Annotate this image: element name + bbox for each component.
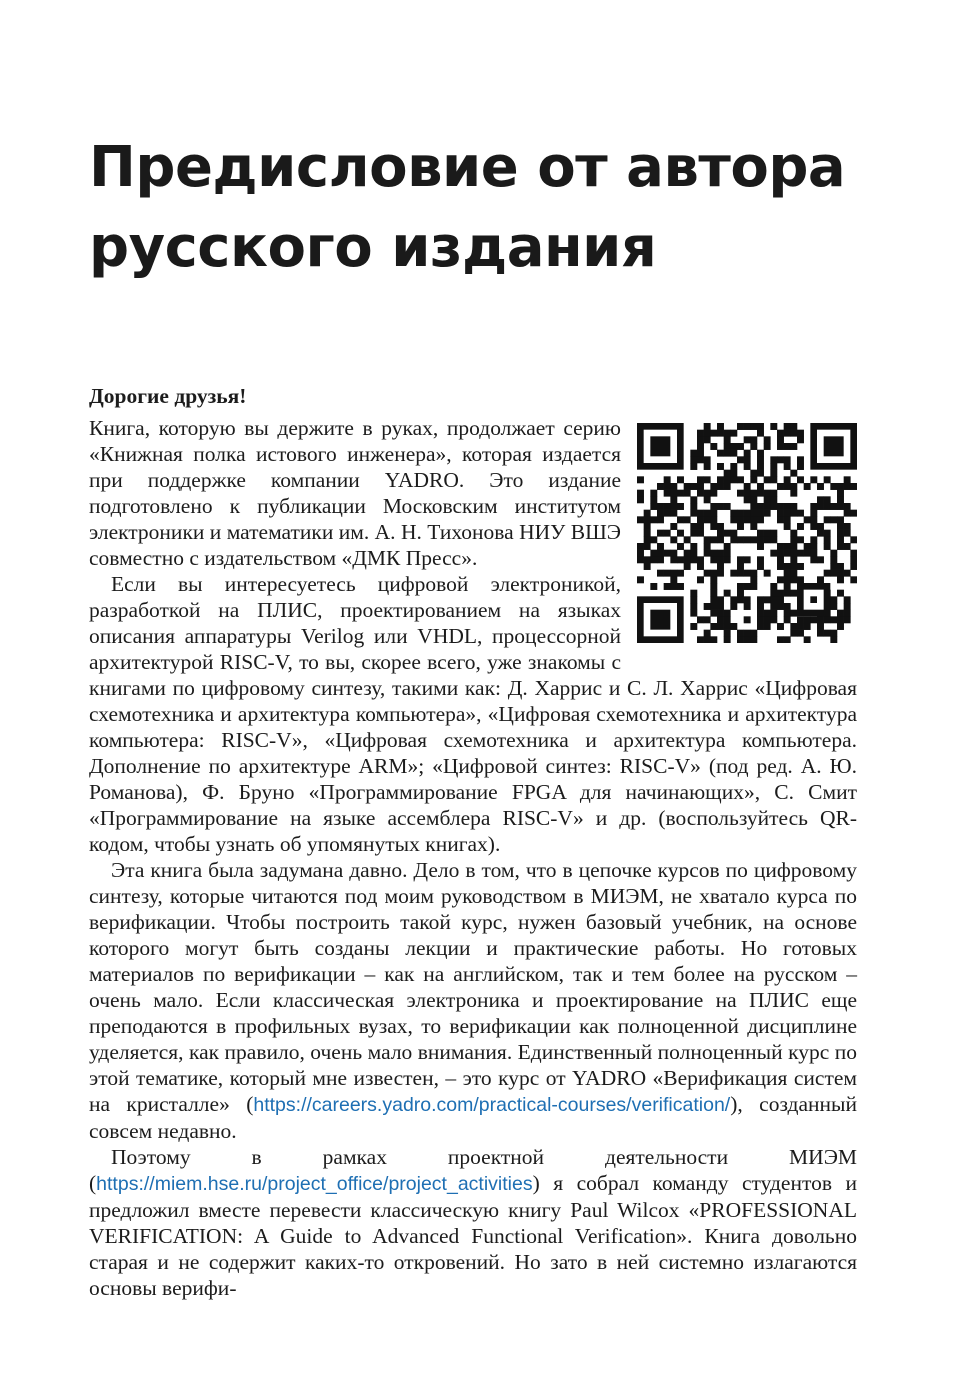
body-text <box>89 383 857 1301</box>
paragraph-3-text-end: ), созданный совсем недавно. <box>89 1092 857 1143</box>
greeting: Дорогие друзья! <box>89 384 247 408</box>
qr-code-graphic <box>637 423 857 643</box>
chapter-title <box>89 128 857 288</box>
paragraph-4-text-end: ) я собрал команду студентов и предложил вместе перевести классическую книгу Paul Wilcox «PROFESSIONAL VERIFICATION: A Guide to Advanced Functional Verification». Книга довольно старая и не содержит каких-то откровений. Но зато в ней системно излагаются основы верифи- <box>89 1171 857 1300</box>
paragraph-4 <box>89 1144 857 1301</box>
paragraph-3-text-start: Эта книга была задумана давно. Дело в том, что в цепочке курсов по цифровому синтезу, которые читаются под моим руководством в МИЭМ, не хватало курса по верификации. Чтобы построить такой курс, нужен базовый учебник, на основе которого могут быть созданы лекции и практические работы. Но готовых материалов по верификации – как на английском, так и тем более на русском – очень мало. Если классическая электроника и проектирование на ПЛИС еще преподаются в профильных вузах, то верификации как полноценной дисциплине уделяется, как правило, очень мало внимания. Единственный полноценный курс по этой тематике, который мне известен, – это курс от YADRO «Верификация систем на кристалле» ( <box>89 858 857 1116</box>
chapter-title-line-1: Предисловие от автора <box>89 135 846 200</box>
miem-projects-link[interactable]: https://miem.hse.ru/project_office/project_activities <box>96 1173 533 1195</box>
paragraph-3 <box>89 857 857 1144</box>
qr-code-image <box>637 423 857 643</box>
chapter-title-line-2: русского издания <box>89 215 657 280</box>
paragraph-2: Если вы интересуетесь цифровой электроникой, разработкой на ПЛИС, проектированием на языках описания аппаратуры Verilog или VHDL, процессорной архитектурой RISC-V, то вы, скорее всего, уже знакомы с книгами по цифровому синтезу, такими как: Д. Харрис и С. Л. Харрис «Цифровая схемотехника и архитектура компьютера», «Цифровая схемотехника и архитектура компьютера: RISC-V», «Цифровая схемотехника и архитектура компьютера. Дополнение по архитектуре ARM»; «Цифровой синтез: RISC-V» (под ред. А. Ю. Романова), Ф. Бруно «Программирование FPGA для начинающих», С. Смит «Программирование на языке ассемблера RISC-V» и др. (воспользуйтесь QR-кодом, чтобы узнать об упомянутых книгах). <box>89 572 857 856</box>
paragraph-4-text-start: Поэтому в рамках проектной деятельности МИЭМ ( <box>89 1145 857 1195</box>
paragraph-1: Книга, которую вы держите в руках, продолжает серию «Книжная полка истового инженера», которая издается при поддержке компании YADRO. Это издание подготовлено к публикации Московским институтом электроники и математики им. А. Н. Тихонова НИУ ВШЭ совместно с издательством «ДМК Пресс». <box>89 416 621 570</box>
yadro-course-link[interactable]: https://careers.yadro.com/practical-courses/verification/ <box>253 1094 731 1116</box>
